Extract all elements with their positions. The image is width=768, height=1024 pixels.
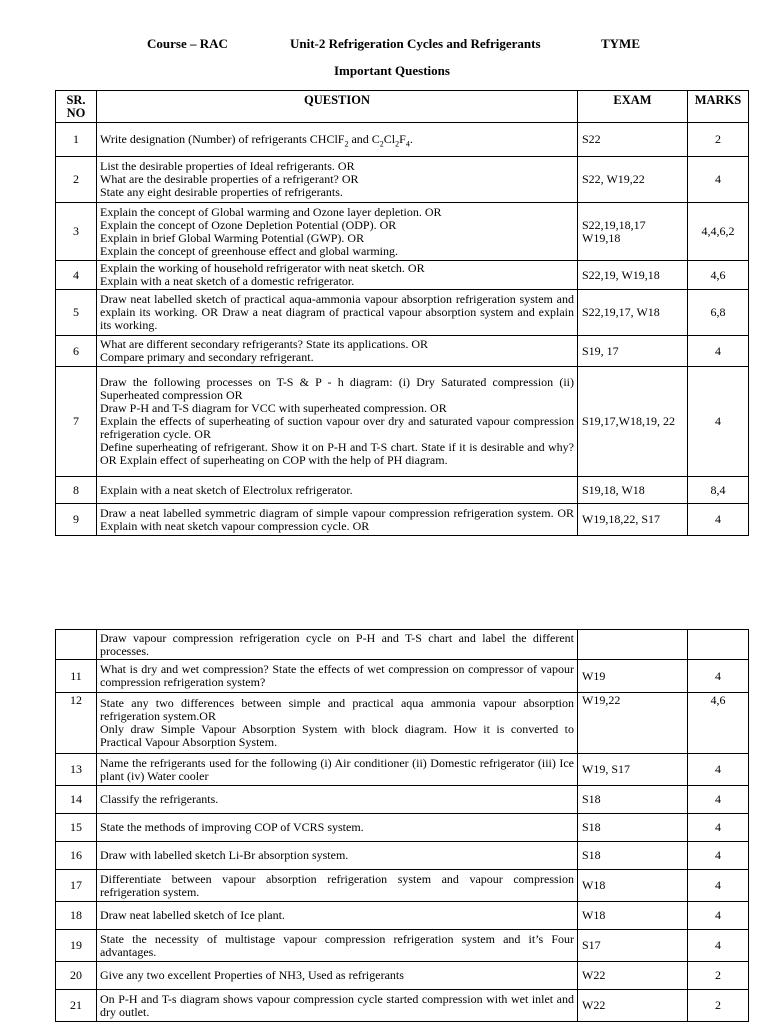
brand-label: TYME (601, 36, 640, 51)
exam-cell: S17 (578, 930, 688, 962)
table-row (56, 962, 749, 990)
marks-cell: 4 (688, 157, 749, 203)
question-line: Explain the concept of greenhouse effect and global warming. (100, 243, 399, 258)
question-cell (97, 630, 578, 660)
exam-cell: W18 (578, 870, 688, 902)
table-row (56, 693, 749, 754)
exam-cell: W18 (578, 902, 688, 930)
exam-cell: S19, 17 (578, 336, 688, 367)
sr-no-header: SR. NO (56, 91, 97, 123)
table-row (56, 842, 749, 870)
unit-title: Unit-2 Refrigeration Cycles and Refrigerants (290, 36, 541, 51)
exam-cell: S18 (578, 842, 688, 870)
exam-cell: S19,18, W18 (578, 477, 688, 504)
question-line: Name the refrigerants used for the following (i) Air conditioner (ii) Domestic refrigerator (iii) Ice plant (iv) Water cooler (100, 755, 574, 783)
course-label: Course – RAC (147, 36, 228, 51)
table-row (56, 814, 749, 842)
question-line: Differentiate between vapour absorption refrigeration system and vapour compression refrigeration system. (100, 871, 574, 899)
marks-cell: 4,4,6,2 (688, 203, 749, 261)
question-cell (97, 962, 578, 990)
exam-cell: S22,19,18,17 W19,18 (578, 203, 688, 261)
question-line: State any eight desirable properties of refrigerants. (100, 185, 343, 199)
question-line: Draw with labelled sketch Li-Br absorption system. (100, 848, 349, 862)
question-line: Define superheating of refrigerant. Show it on P-H and T-S chart. State if it is desirable and why? OR Explain effect of superheating on COP with the help of PH diagram. (100, 440, 574, 467)
exam-cell: W19 (578, 660, 688, 693)
table-row (56, 477, 749, 504)
question-line: What is dry and wet compression? State the effects of wet compression on compressor of vapour compression refrigeration system? (100, 662, 574, 689)
table-header-row (56, 91, 749, 123)
sr-no-cell: 19 (56, 930, 97, 962)
exam-cell: S22,19, W19,18 (578, 261, 688, 290)
sr-no-cell: 4 (56, 261, 97, 290)
question-line: Give any two excellent Properties of NH3, Used as refrigerants (100, 968, 404, 982)
question-cell (97, 930, 578, 962)
question-line: State the necessity of multistage vapour compression refrigeration system and it’s Four advantages. (100, 931, 574, 959)
table-row (56, 870, 749, 902)
questions-table (55, 90, 749, 536)
question-cell (97, 842, 578, 870)
question-line: List the desirable properties of Ideal refrigerants. OR (100, 159, 355, 173)
marks-cell: 4 (688, 930, 749, 962)
table-row (56, 203, 749, 261)
question-cell (97, 786, 578, 814)
marks-cell: 8,4 (688, 477, 749, 504)
exam-cell: S18 (578, 786, 688, 814)
question-line: Write designation (Number) of refrigerants CHClF$_2$ and $C_2Cl_2F_4$. (100, 132, 413, 149)
question-cell (97, 814, 578, 842)
question-cell (97, 203, 578, 261)
question-cell (97, 660, 578, 693)
sr-no-cell: 12 (56, 693, 97, 754)
table-row (56, 902, 749, 930)
question-line: State the methods of improving COP of VCRS system. (100, 820, 364, 834)
table-row (56, 630, 749, 660)
sr-no-cell: 11 (56, 660, 97, 693)
exam-cell: W19,18,22, S17 (578, 504, 688, 536)
question-line: Classify the refrigerants. (100, 792, 219, 806)
questions-table-continued (55, 629, 749, 1022)
question-line: Explain the concept of Global warming and Ozone layer depletion. OR (100, 204, 442, 219)
sr-no-cell: 17 (56, 870, 97, 902)
question-cell (97, 902, 578, 930)
question-line: Explain the effects of superheating of suction vapour over dry and saturated vapour compression refrigeration cycle. OR (100, 414, 574, 441)
question-line: Draw the following processes on T-S & P - h diagram: (i) Dry Saturated compression (ii) Superheated compression OR (100, 375, 574, 402)
question-line: Draw vapour compression refrigeration cycle on P-H and T-S chart and label the different processes. (100, 630, 574, 658)
page-subtitle: Important Questions (334, 63, 450, 78)
marks-cell: 4,6 (688, 693, 749, 754)
marks-cell: 4 (688, 754, 749, 786)
marks-cell: 4 (688, 660, 749, 693)
marks-cell: 4 (688, 814, 749, 842)
question-line: On P-H and T-s diagram shows vapour compression cycle started compression with wet inlet and dry outlet. (100, 991, 574, 1019)
question-header: QUESTION (97, 91, 578, 123)
sr-no-cell: 6 (56, 336, 97, 367)
sr-no-cell (56, 630, 97, 660)
table-row (56, 261, 749, 290)
sr-no-cell: 3 (56, 203, 97, 261)
marks-cell: 4,6 (688, 261, 749, 290)
marks-cell: 6,8 (688, 290, 749, 336)
exam-cell: W22 (578, 962, 688, 990)
exam-header: EXAM (578, 91, 688, 123)
question-line: State any two differences between simple and practical aqua ammonia vapour absorption refrigeration system.OR (100, 696, 574, 723)
sr-no-cell: 13 (56, 754, 97, 786)
question-cell (97, 754, 578, 786)
marks-cell: 4 (688, 367, 749, 477)
sr-no-cell: 5 (56, 290, 97, 336)
table-row (56, 290, 749, 336)
exam-cell: W19,22 (578, 693, 688, 754)
table-row (56, 123, 749, 157)
table-row (56, 754, 749, 786)
question-cell (97, 504, 578, 536)
question-cell (97, 870, 578, 902)
sr-no-cell: 9 (56, 504, 97, 536)
question-line: What are different secondary refrigerants? State its applications. OR (100, 337, 428, 351)
question-cell (97, 693, 578, 754)
table-row (56, 504, 749, 536)
table-row (56, 786, 749, 814)
question-line: Explain the working of household refrigerator with neat sketch. OR (100, 261, 425, 275)
marks-cell: 4 (688, 504, 749, 536)
marks-cell: 4 (688, 786, 749, 814)
question-cell (97, 157, 578, 203)
question-cell (97, 290, 578, 336)
questions-table-continued-body (56, 630, 749, 1022)
question-line: Compare primary and secondary refrigerant. (100, 350, 314, 364)
sr-no-cell: 15 (56, 814, 97, 842)
marks-cell: 2 (688, 962, 749, 990)
question-line: What are the desirable properties of a refrigerant? OR (100, 172, 359, 186)
table-row (56, 990, 749, 1022)
question-cell (97, 477, 578, 504)
exam-cell: S22 (578, 123, 688, 157)
sr-no-cell: 21 (56, 990, 97, 1022)
exam-cell (578, 630, 688, 660)
sr-no-cell: 20 (56, 962, 97, 990)
question-cell (97, 123, 578, 157)
sr-no-cell: 14 (56, 786, 97, 814)
marks-cell: 4 (688, 336, 749, 367)
question-line: Draw neat labelled sketch of practical aqua-ammonia vapour absorption refrigeration system and explain its working. OR Draw a neat diagram of practical vapour absorption system and explain its working. (100, 292, 574, 332)
question-line: Draw neat labelled sketch of Ice plant. (100, 908, 285, 922)
table-row (56, 336, 749, 367)
marks-cell: 4 (688, 870, 749, 902)
marks-cell (688, 630, 749, 660)
question-line: Draw P-H and T-S diagram for VCC with superheated compression. OR (100, 401, 447, 415)
question-line: Explain with a neat sketch of Electrolux refrigerator. (100, 482, 353, 497)
exam-cell: W19, S17 (578, 754, 688, 786)
sr-no-cell: 1 (56, 123, 97, 157)
marks-cell: 2 (688, 990, 749, 1022)
question-line: Explain the concept of Ozone Depletion Potential (ODP). OR (100, 217, 397, 232)
question-line: Explain with a neat sketch of a domestic refrigerator. (100, 274, 355, 288)
question-cell (97, 261, 578, 290)
table-row (56, 157, 749, 203)
marks-header: MARKS (688, 91, 749, 123)
sr-no-cell: 18 (56, 902, 97, 930)
sr-no-cell: 8 (56, 477, 97, 504)
questions-table-body (56, 123, 749, 536)
question-cell (97, 336, 578, 367)
question-line: Draw a neat labelled symmetric diagram of simple vapour compression refrigeration system. OR Explain with neat sketch vapour compression cycle. OR (100, 505, 574, 533)
marks-cell: 4 (688, 902, 749, 930)
question-line: Only draw Simple Vapour Absorption System with block diagram. How it is converted to Practical Vapour Absorption System. (100, 722, 574, 749)
exam-cell: S22, W19,22 (578, 157, 688, 203)
sr-no-cell: 7 (56, 367, 97, 477)
exam-cell: S22,19,17, W18 (578, 290, 688, 336)
table-row (56, 367, 749, 477)
exam-cell: S18 (578, 814, 688, 842)
question-cell (97, 367, 578, 477)
marks-cell: 4 (688, 842, 749, 870)
sr-no-cell: 2 (56, 157, 97, 203)
question-line: Explain in brief Global Warming Potential (GWP). OR (100, 230, 365, 245)
table-row (56, 930, 749, 962)
exam-cell: W22 (578, 990, 688, 1022)
question-cell (97, 990, 578, 1022)
sr-no-cell: 16 (56, 842, 97, 870)
exam-cell: S19,17,W18,19, 22 (578, 367, 688, 477)
table-row (56, 660, 749, 693)
marks-cell: 2 (688, 123, 749, 157)
